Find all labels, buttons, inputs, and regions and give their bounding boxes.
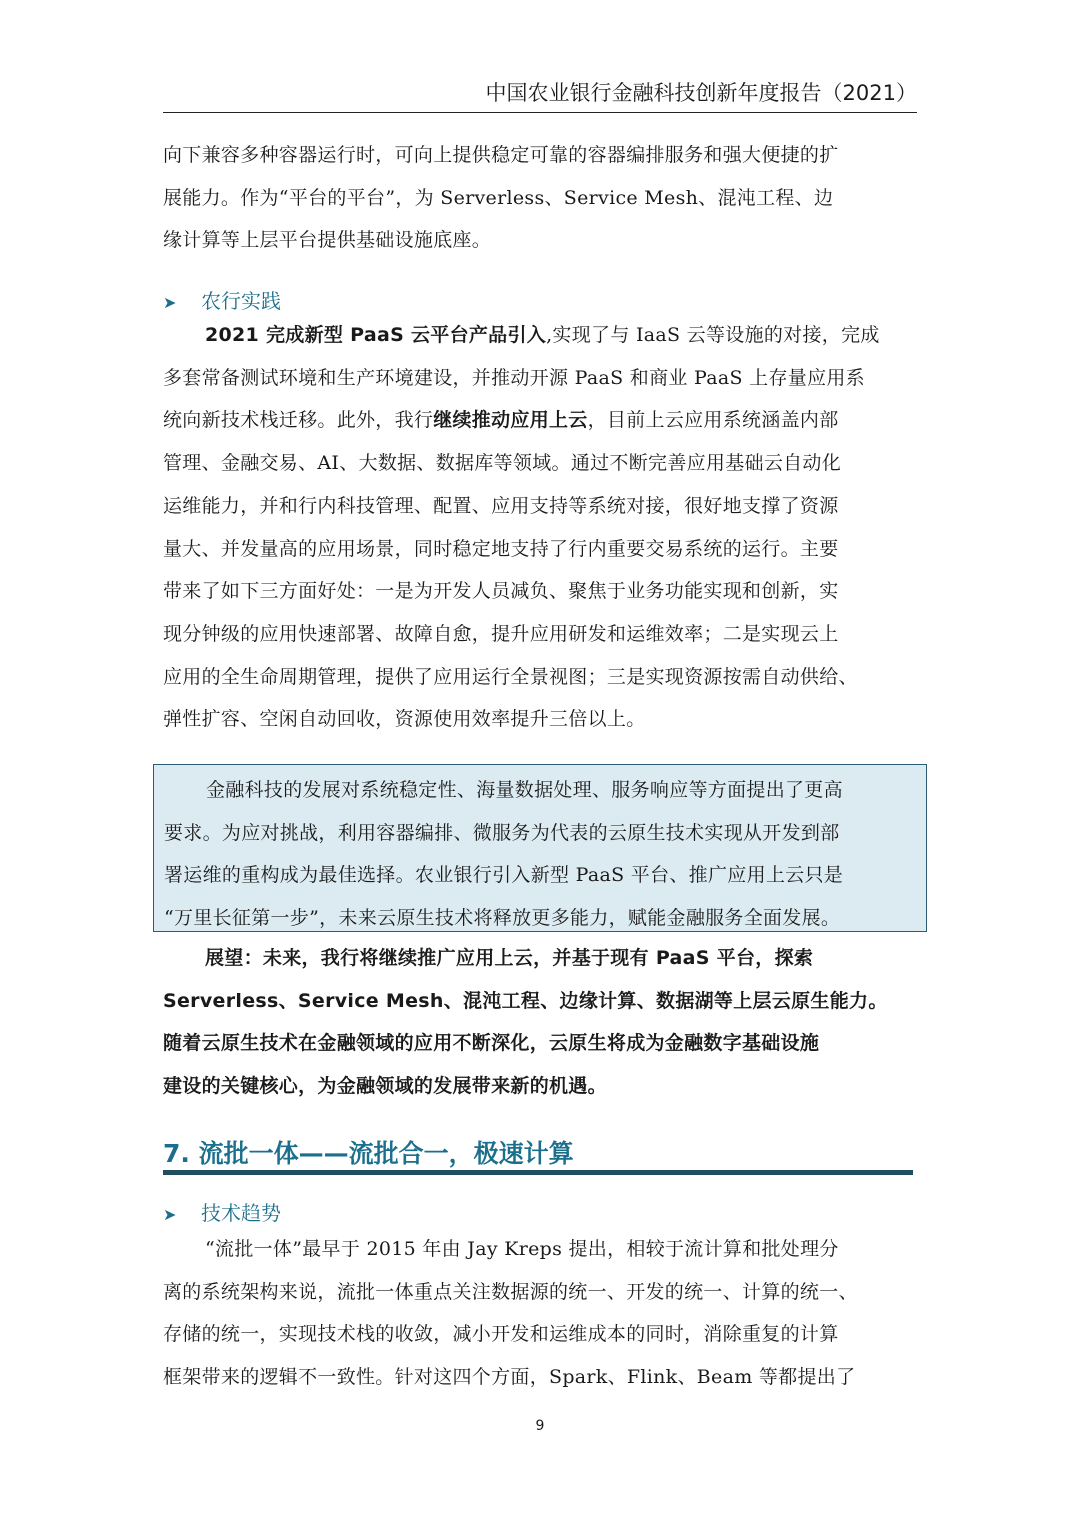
text-line: [163, 314, 917, 357]
text-line: 金融科技的发展对系统稳定性、海量数据处理、服务响应等方面提出了更高: [206, 779, 843, 801]
bold-phrase: 2021 完成新型 PaaS 云平台产品引入: [205, 324, 547, 346]
text-line: 随着云原生技术在金融领域的应用不断深化，云原生将成为金融数字基础设施: [163, 1032, 820, 1055]
text-line: “万里长征第一步”，未来云原生技术将释放更多能力，赋能金融服务全面发展。: [164, 907, 841, 930]
text-line: 展望：未来，我行将继续推广应用上云，并基于现有 PaaS 平台，探索: [205, 947, 814, 969]
text-line: 带来了如下三方面好处：一是为开发人员减负、聚焦于业务功能实现和创新，实: [163, 580, 839, 603]
text-line: 署运维的重构成为最佳选择。农业银行引入新型 PaaS 平台、推广应用上云只是: [164, 864, 844, 887]
text-line: 框架带来的逻辑不一致性。针对这四个方面，Spark、Flink、Beam 等都提出了: [163, 1366, 856, 1389]
text-line: 多套常备测试环境和生产环境建设，并推动开源 PaaS 和商业 PaaS 上存量应用系: [163, 366, 865, 389]
arrow-right-icon: ➤: [163, 1205, 177, 1224]
text-line: 量大、并发量高的应用场景，同时稳定地支持了行内重要交易系统的运行。主要: [163, 537, 839, 560]
text-line: 现分钟级的应用快速部署、故障自愈，提升应用研发和运维效率；二是实现云上: [163, 622, 839, 645]
trend-paragraph: [163, 1228, 917, 1399]
callout-box: [153, 764, 927, 932]
arrow-right-icon: ➤: [163, 293, 177, 312]
text-run: ，目前上云应用系统涵盖内部: [587, 409, 839, 432]
text-line: 向下兼容多种容器运行时，可向上提供稳定可靠的容器编排服务和强大便捷的扩: [163, 144, 839, 166]
header-rule: [163, 112, 917, 113]
practice-heading-label: 农行实践: [201, 289, 281, 313]
section-title: 7. 流批一体——流批合一，极速计算: [163, 1139, 574, 1168]
text-line: “流批一体”最早于 2015 年由 Jay Kreps 提出，相较于流计算和批处理分: [205, 1238, 839, 1260]
text-line: 弹性扩容、空闲自动回收，资源使用效率提升三倍以上。: [163, 708, 646, 731]
trend-heading: [163, 1198, 281, 1230]
text-line: 要求。为应对挑战，利用容器编排、微服务为代表的云原生技术实现从开发到部: [164, 821, 840, 844]
text-line: 存储的统一，实现技术栈的收敛，减小开发和运维成本的同时，消除重复的计算: [163, 1323, 839, 1346]
text-line: 缘计算等上层平台提供基础设施底座。: [163, 229, 492, 252]
page-header-title: 中国农业银行金融科技创新年度报告（2021）: [485, 81, 917, 105]
text-run: 统向新技术栈迁移。此外，我行: [163, 409, 434, 432]
text-line: Serverless、Service Mesh、混沌工程、边缘计算、数据湖等上层云原生能力。: [163, 989, 888, 1012]
outlook-paragraph: [163, 937, 917, 1108]
text-line: 离的系统架构来说，流批一体重点关注数据源的统一、开发的统一、计算的统一、: [163, 1280, 858, 1303]
text-run: ,实现了与 IaaS 云等设施的对接，完成: [546, 324, 880, 346]
practice-paragraph: [163, 314, 917, 741]
text-line: 管理、金融交易、AI、大数据、数据库等领域。通过不断完善应用基础云自动化: [163, 452, 842, 475]
section-rule: [163, 1170, 913, 1175]
trend-heading-label: 技术趋势: [201, 1201, 281, 1225]
text-line: [163, 399, 917, 442]
text-line: 展能力。作为“平台的平台”，为 Serverless、Service Mesh、混沌工程、边: [163, 186, 834, 209]
intro-paragraph: [163, 134, 917, 262]
text-line: 运维能力，并和行内科技管理、配置、应用支持等系统对接，很好地支撑了资源: [163, 494, 839, 517]
callout-paragraph: [164, 769, 916, 940]
text-line: 应用的全生命周期管理，提供了应用运行全景视图；三是实现资源按需自动供给、: [163, 665, 858, 688]
text-line: 建设的关键核心，为金融领域的发展带来新的机遇。: [163, 1075, 607, 1098]
page-number: 9: [535, 1418, 545, 1434]
bold-phrase: 继续推动应用上云: [433, 409, 588, 432]
